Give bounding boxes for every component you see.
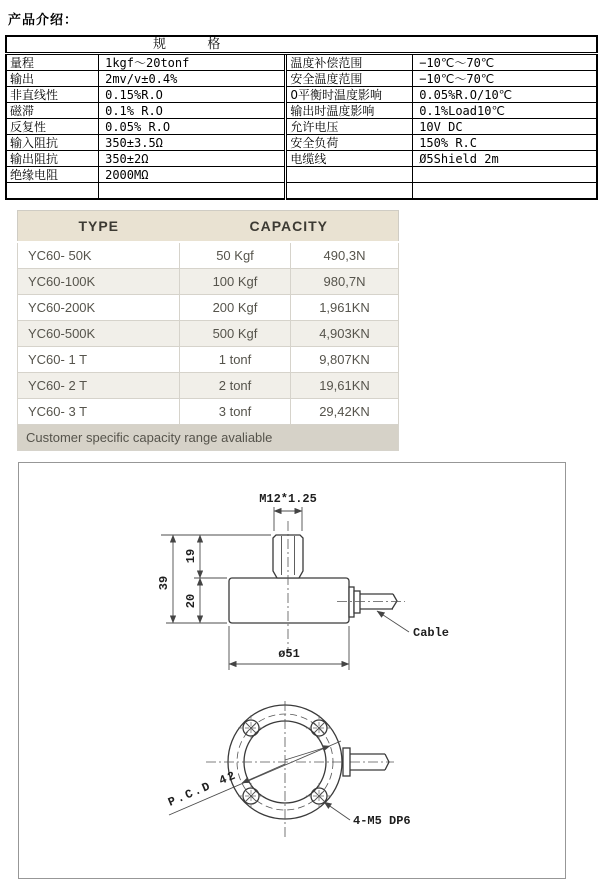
spec-value — [413, 167, 597, 183]
cable-gland — [343, 748, 350, 776]
side-view — [157, 492, 449, 670]
capacity-newton: 19,61KN — [291, 373, 399, 399]
body-outline — [229, 578, 349, 623]
capacity-newton: 4,903KN — [291, 321, 399, 347]
capacity-kgf: 3 tonf — [180, 399, 291, 425]
stud-height-label: 19 — [184, 548, 198, 564]
spec-label: 输出阻抗 — [6, 151, 99, 167]
spec-table-title: 规 格 — [6, 36, 597, 54]
spec-label: 温度补偿范围 — [286, 54, 413, 71]
pcd-arrow — [285, 746, 330, 760]
spec-header-row — [6, 36, 597, 54]
capacity-newton: 980,7N — [291, 269, 399, 295]
spec-value: −10℃～70℃ — [413, 71, 597, 87]
capacity-row — [18, 399, 399, 425]
cable-gland-step — [354, 591, 360, 613]
spec-value: 350±2Ω — [99, 151, 286, 167]
cable-label: Cable — [413, 626, 450, 640]
spec-value: 0.05% R.O — [99, 119, 286, 135]
capacity-row — [18, 269, 399, 295]
capacity-newton: 29,42KN — [291, 399, 399, 425]
spec-value: 350±3.5Ω — [99, 135, 286, 151]
thread-dim-label: M12*1.25 — [259, 492, 317, 506]
body-height-label: 20 — [184, 593, 198, 609]
capacity-row — [18, 321, 399, 347]
capacity-kgf: 2 tonf — [180, 373, 291, 399]
bolt-hole — [238, 715, 264, 741]
cable-gland — [349, 587, 354, 617]
spec-row — [6, 103, 597, 119]
model-name: YC60- 1 T — [18, 347, 180, 373]
capacity-footer-row — [18, 425, 399, 451]
capacity-table — [17, 210, 399, 451]
bolt-hole — [238, 783, 264, 809]
model-name: YC60-100K — [18, 269, 180, 295]
spec-table — [5, 35, 598, 200]
model-name: YC60- 3 T — [18, 399, 180, 425]
model-name: YC60- 50K — [18, 242, 180, 269]
diameter-label: ø51 — [278, 647, 300, 661]
spec-value: Ø5Shield 2m — [413, 151, 597, 167]
cable-leader-line — [377, 611, 409, 632]
total-height-label: 39 — [157, 575, 171, 591]
capacity-header-row — [18, 211, 399, 243]
spec-value: 0.15%R.O — [99, 87, 286, 103]
capacity-kgf: 100 Kgf — [180, 269, 291, 295]
page-title: 产品介绍： — [8, 13, 79, 28]
spec-row — [6, 119, 597, 135]
spec-value: 2mv/v±0.4% — [99, 71, 286, 87]
spec-label: 反复性 — [6, 119, 99, 135]
spec-value: −10℃～70℃ — [413, 54, 597, 71]
spec-label: 输出时温度影响 — [286, 103, 413, 119]
model-name: YC60-200K — [18, 295, 180, 321]
model-name: YC60-500K — [18, 321, 180, 347]
spec-label: 绝缘电阻 — [6, 167, 99, 183]
spec-label: 输入阻抗 — [6, 135, 99, 151]
capacity-kgf: 200 Kgf — [180, 295, 291, 321]
spec-row — [6, 87, 597, 103]
spec-value: 150% R.C — [413, 135, 597, 151]
spec-label — [286, 183, 413, 200]
spec-label: 输出 — [6, 71, 99, 87]
spec-row — [6, 167, 597, 183]
capacity-row — [18, 347, 399, 373]
pcd-dim-line — [169, 741, 341, 815]
bolt-hole — [306, 715, 332, 741]
capacity-header-type: TYPE — [18, 211, 180, 243]
spec-value: 0.05%R.O/10℃ — [413, 87, 597, 103]
spec-label: 电缆线 — [286, 151, 413, 167]
spec-row — [6, 135, 597, 151]
spec-value: 2000MΩ — [99, 167, 286, 183]
spec-value: 10V DC — [413, 119, 597, 135]
spec-row — [6, 71, 597, 87]
technical-drawing-frame — [18, 462, 566, 879]
bolt-holes-label: 4-M5 DP6 — [353, 814, 411, 828]
bottom-view — [166, 701, 411, 839]
capacity-footer-note: Customer specific capacity range avaliable — [18, 425, 399, 451]
capacity-row — [18, 295, 399, 321]
spec-label — [286, 167, 413, 183]
spec-value — [99, 183, 286, 200]
capacity-kgf: 50 Kgf — [180, 242, 291, 269]
spec-label: 允许电压 — [286, 119, 413, 135]
pcd-arrow — [242, 764, 285, 783]
capacity-kgf: 1 tonf — [180, 347, 291, 373]
spec-label: 0平衡时温度影响 — [286, 87, 413, 103]
spec-label: 磁滞 — [6, 103, 99, 119]
spec-label: 安全负荷 — [286, 135, 413, 151]
capacity-kgf: 500 Kgf — [180, 321, 291, 347]
spec-value: 0.1% R.O — [99, 103, 286, 119]
capacity-newton: 1,961KN — [291, 295, 399, 321]
bolt-hole-leader — [324, 802, 350, 820]
model-name: YC60- 2 T — [18, 373, 180, 399]
spec-label: 量程 — [6, 54, 99, 71]
spec-label: 安全温度范围 — [286, 71, 413, 87]
capacity-newton: 9,807KN — [291, 347, 399, 373]
spec-row — [6, 54, 597, 71]
capacity-row — [18, 242, 399, 269]
load-cell-drawing — [19, 463, 565, 878]
spec-value: 1kgf～20tonf — [99, 54, 286, 71]
capacity-newton: 490,3N — [291, 242, 399, 269]
spec-row — [6, 183, 597, 200]
pcd-label: P.C.D 42 — [166, 768, 240, 810]
capacity-header-capacity: CAPACITY — [180, 211, 399, 243]
spec-row — [6, 151, 597, 167]
spec-value — [413, 183, 597, 200]
spec-value: 0.1%Load10℃ — [413, 103, 597, 119]
capacity-row — [18, 373, 399, 399]
spec-label: 非直线性 — [6, 87, 99, 103]
spec-label — [6, 183, 99, 200]
